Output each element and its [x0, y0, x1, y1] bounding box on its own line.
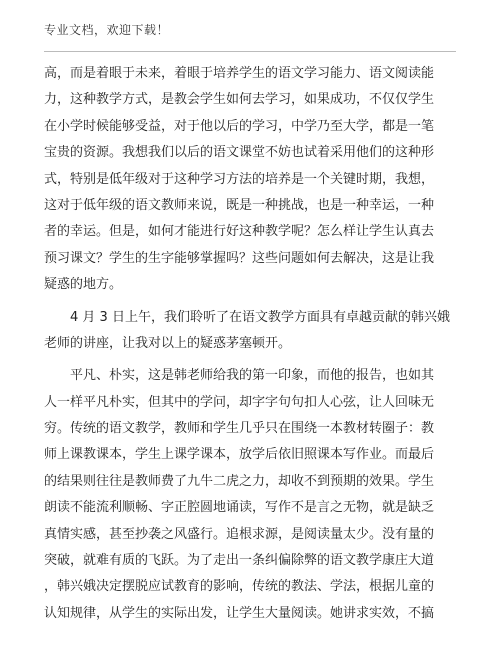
text-line: 高，而是着眼于未来，着眼于培养学生的语文学习能力、语文阅读能 — [44, 66, 435, 81]
text-line: 疑惑的地方。 — [44, 277, 123, 293]
text-line: 这对于低年级的语文教师来说，既是一种挑战，也是一种幸运，一种 — [44, 197, 435, 213]
text-line: 4 月 3 日上午，我们聆听了在语文教学方面具有卓越贡献的韩兴娥 — [70, 309, 450, 325]
paragraph — [44, 305, 458, 358]
text-line: 突破，就难有质的飞跃。为了走出一条纠偏除弊的语文教学康庄大道 — [44, 553, 435, 569]
text-line: 宝贵的资源。我想我们以后的语文课堂不妨也试着采用他们的这种形 — [44, 145, 435, 161]
header-divider — [44, 51, 456, 52]
page-header: 专业文档，欢迎下载！ — [44, 23, 170, 37]
text-line: 师上课教课本，学生上课学课本，放学后依旧照课本写作业。而最后 — [44, 447, 435, 463]
text-line: 式，特别是低年级对于这种学习方法的培养是一个关键时期，我想， — [44, 171, 435, 187]
text-line: 力，这种教学方式，是教会学生如何去学习，如果成功，不仅仅学生 — [44, 92, 435, 108]
text-line: 穷。传统的语文教学，教师和学生几乎只在围绕一本教材转圈子：教 — [44, 421, 435, 437]
text-line: 的结果则往往是教师费了九牛二虎之力，却收不到预期的效果。学生 — [44, 473, 435, 489]
document-body — [44, 61, 458, 627]
text-line: 认知规律，从学生的实际出发，让学生大量阅读。她讲求实效，不搞 — [44, 605, 435, 621]
text-line: 朗读不能流利顺畅、字正腔圆地诵读，写作不是言之无物，就是缺乏 — [44, 500, 435, 516]
text-line: 预习课文？学生的生字能够掌握吗？这些问题如何去解决，这是让我 — [44, 250, 435, 266]
text-line: 平凡、朴实，这是韩老师给我的第一印象，而他的报告，也如其 — [70, 368, 435, 384]
text-line: ，韩兴娥决定摆脱应试教育的影响，传统的教法、学法，根据儿童的 — [44, 579, 435, 595]
text-line: 在小学时候能够受益，对于他以后的学习，中学乃至大学，都是一笔 — [44, 118, 435, 134]
paragraph — [44, 363, 458, 627]
text-line: 人一样平凡朴实，但其中的学问，却字字句句扣人心弦，让人回味无 — [44, 394, 435, 410]
text-line: 者的幸运。但是，如何才能进行好这种教学呢？怎么样让学生认真去 — [44, 224, 435, 240]
text-line: 老师的讲座，让我对以上的疑惑茅塞顿开。 — [44, 335, 292, 351]
text-line: 真情实感，甚至抄袭之风盛行。追根求源，是阅读量太少。没有量的 — [44, 526, 435, 542]
paragraph — [44, 61, 458, 299]
